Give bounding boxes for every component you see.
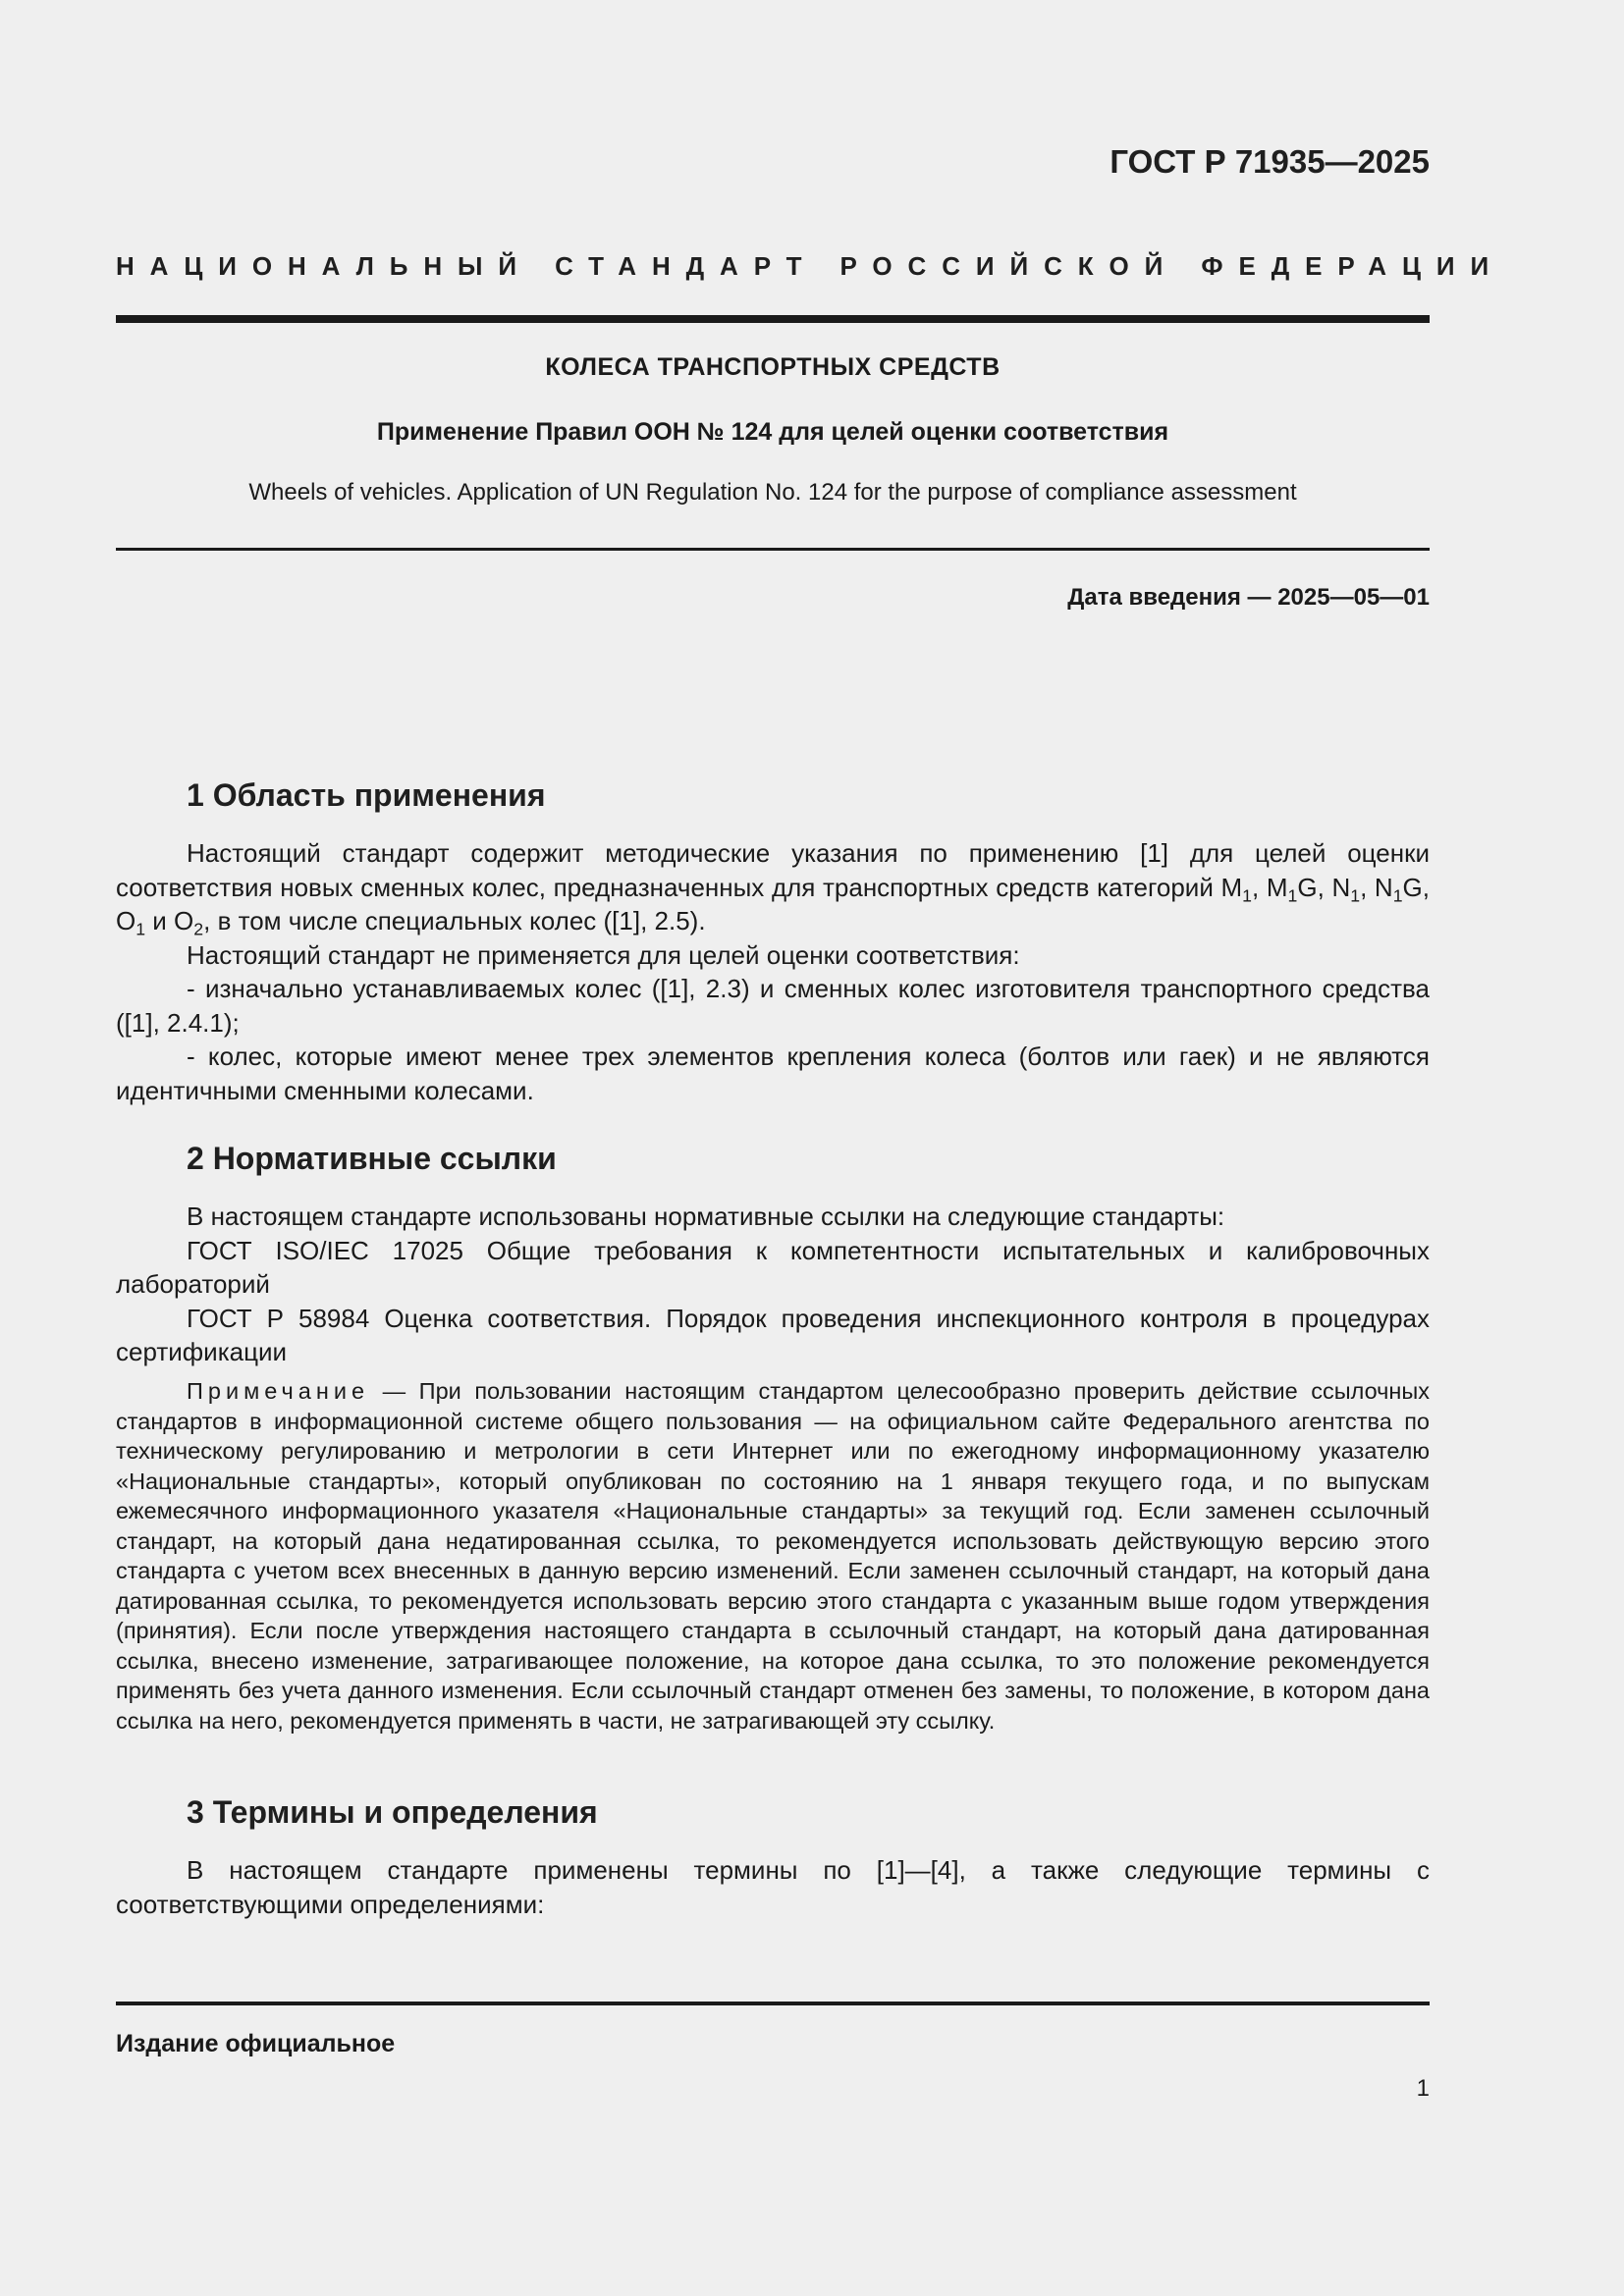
section-2-note — [116, 1376, 1430, 1735]
section-1-heading: 1 Область применения — [187, 777, 546, 813]
subscript: 1 — [1392, 884, 1403, 905]
document-subtitle: Применение Правил ООН № 124 для целей оценки соответствия — [376, 418, 1169, 446]
note-label: Примечание — [187, 1378, 370, 1404]
note-text: — При пользовании настоящим стандартом целесообразно проверить действие ссылочных стандартов в информационной системе общего пользования — на официальном сайте Федерального агентства по техническому регулированию и метрологии в сети Интернет или по ежегодному информационному указателю «Национальные стандарты», который опубликован по состоянию на 1 января текущего года, и по выпускам ежемесячного информационного указателя «Национальные стандарты» за текущий год. Если заменен ссылочный стандарт, на который дана недатированная ссылка, то рекомендуется использовать действующую версию этого стандарта с учетом всех внесенных в данную версию изменений. Если заменен ссылочный стандарт, на который дана датированная ссылка, то рекомендуется использовать версию этого стандарта с указанным выше годом утверждения (принятия). Если после утверждения настоящего стандарта в ссылочный стандарт, на который дана датированная ссылка, внесено изменение, затрагивающее положение, на которое дана ссылка, то это положение рекомендуется применять без учета данного изменения. Если ссылочный стандарт отменен без замены, то положение, в котором дана ссылка на него, рекомендуется применять в части, не затрагивающей эту ссылку. — [116, 1378, 1430, 1734]
gost-number: ГОСТ Р 71935—2025 — [1110, 143, 1430, 180]
official-edition-label: Издание официальное — [116, 2030, 396, 2057]
subscript: 2 — [193, 919, 204, 939]
section-1-paragraph-1 — [116, 836, 1430, 938]
text-run: и O — [145, 906, 194, 935]
header-rule — [116, 315, 1430, 323]
title-rule — [116, 548, 1430, 551]
text-run: , в том числе специальных колес ([1], 2.5). — [203, 906, 706, 935]
section-3-heading: 3 Термины и определения — [187, 1794, 598, 1830]
document-title: КОЛЕСА ТРАНСПОРТНЫХ СРЕДСТВ — [545, 353, 1001, 381]
subscript: 1 — [1242, 884, 1252, 905]
english-title: Wheels of vehicles. Application of UN Regulation No. 124 for the purpose of compliance assessment — [248, 479, 1297, 506]
section-1-paragraph-2: Настоящий стандарт не применяется для целей оценки соответствия: — [187, 939, 1020, 970]
national-standard-header: НАЦИОНАЛЬНЫЙ СТАНДАРТ РОССИЙСКОЙ ФЕДЕРАЦИИ — [116, 251, 1505, 281]
text-run: , M — [1252, 872, 1288, 902]
reference-gost-iso-iec-17025: ГОСТ ISO/IEC 17025 Общие требования к компетентности испытательных и калибровочных лабораторий — [116, 1235, 1430, 1299]
section-3-paragraph-1: В настоящем стандарте применены термины по [1]—[4], а также следующие термины с соответствующими определениями: — [116, 1855, 1430, 1919]
page-number: 1 — [1416, 2075, 1430, 2102]
section-2-heading: 2 Нормативные ссылки — [187, 1141, 557, 1176]
text-run: G, O — [116, 872, 1430, 935]
section-2-body — [116, 1200, 1430, 1369]
section-2-paragraph-1: В настоящем стандарте использованы нормативные ссылки на следующие стандарты: — [187, 1201, 1225, 1231]
subscript: 1 — [135, 919, 146, 939]
section-1-list-item-2: - колес, которые имеют менее трех элементов крепления колеса (болтов или гаек) и не являются идентичными сменными колесами. — [116, 1041, 1430, 1105]
section-1-list-item-1: - изначально устанавливаемых колес ([1], 2.3) и сменных колес изготовителя транспортного средства ([1], 2.4.1); — [116, 974, 1430, 1038]
subscript: 1 — [1350, 884, 1361, 905]
footer-rule — [116, 2002, 1430, 2005]
date-of-introduction: Дата введения — 2025—05—01 — [1067, 584, 1430, 611]
text-run: Настоящий стандарт содержит методические указания по применению [1] для целей оценки соответствия новых сменных колес, предназначенных для транспортных средств категорий М — [116, 838, 1430, 902]
text-run: G, N — [1297, 872, 1351, 902]
text-run: , N — [1360, 872, 1393, 902]
subscript: 1 — [1287, 884, 1298, 905]
reference-gost-r-58984: ГОСТ Р 58984 Оценка соответствия. Порядок проведения инспекционного контроля в процедурах сертификации — [116, 1303, 1430, 1366]
section-3-body — [116, 1853, 1430, 1921]
section-1-body — [116, 836, 1430, 1107]
